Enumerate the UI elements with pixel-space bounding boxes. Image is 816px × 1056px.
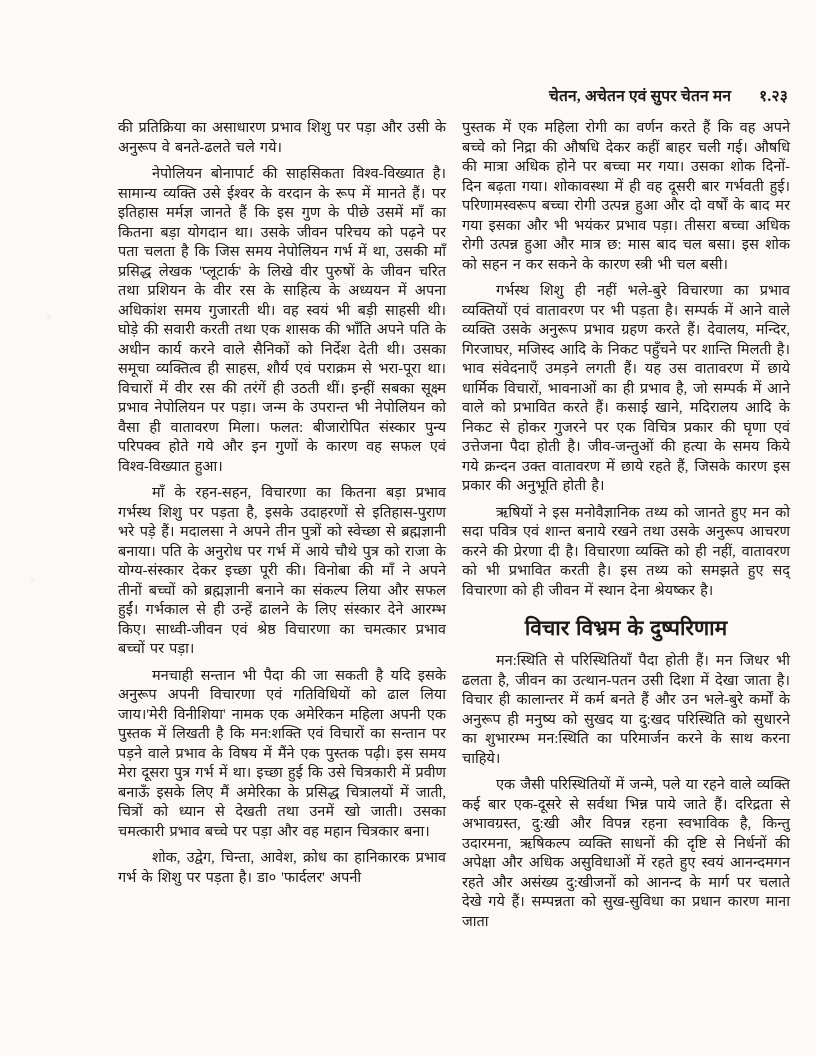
text-columns xyxy=(118,119,790,939)
page-number: १.२३ xyxy=(759,88,788,105)
paragraph: ऋषियों ने इस मनोवैज्ञानिक तथ्य को जानते हुए मन को सदा पवित्र एवं शान्त बनाये रखने तथा उसके अनुरूप आचरण करने की प्रेरणा दी है। विचारणा व्यक्ति को ही नहीं, वातावरण को भी प्रभावित करती है। इस तथ्य को समझते हुए सद् विचारणा को ही जीवन में स्थान देना श्रेयष्कर है। xyxy=(462,504,790,599)
paragraph: माँ के रहन-सहन, विचारणा का कितना बड़ा प्रभाव गर्भस्थ शिशु पर पड़ता है, इसके उदाहरणों से इतिहास-पुराण भरे पड़े हैं। मदालसा ने अपने तीन पुत्रों को स्वेच्छा से ब्रह्मज्ञानी बनाया। पति के अनुरोध पर गर्भ में आये चौथे पुत्र को राजा के योग्य-संस्कार देकर इच्छा पूरी की। विनोबा की माँ ने अपने तीनों बच्चों को ब्रह्मज्ञानी बनाने का संकल्प लिया और सफल हुईं। गर्भकाल से ही उन्हें ढालने के लिए संस्कार देने आरम्भ किए। साध्वी-जीवन एवं श्रेष्ठ विचारणा का चमत्कार प्रभाव बच्चों पर पड़ा। xyxy=(118,485,446,657)
paragraph: मनचाही सन्तान भी पैदा की जा सकती है यदि इसके अनुरूप अपनी विचारणा एवं गतिविधियों को ढाल लिया जाय।'मेरी विनीशिया' नामक एक अमेरिकन महिला अपनी एक पुस्तक में लिखती है कि मन:शक्ति एवं विचारों का सन्तान पर पड़ने वाले प्रभाव के विषय में मैंने एक पुस्तक पढ़ी। इस समय मेरा दूसरा पुत्र गर्भ में था। इच्छा हुई कि उसे चित्रकारी में प्रवीण बनाऊँ इसके लिए मैं अमेरिका के प्रसिद्ध चित्रालयों में जाती, चित्रों को ध्यान से देखती तथा उनमें खो जाती। उसका चमत्कारी प्रभाव बच्चे पर पड़ा और वह महान चित्रकार बना। xyxy=(118,667,446,840)
paragraph: एक जैसी परिस्थितियों में जन्मे, पले या रहने वाले व्यक्ति कई बार एक-दूसरे से सर्वथा भिन्न पाये जाते हैं। दरिद्रता से अभावग्रस्त, दु:खी और विपन्न रहना स्वभाविक है, किन्तु उदारमना, ऋषिकल्प व्यक्ति साधनों की दृष्टि से निर्धनों की अपेक्षा और अधिक असुविधाओं में रहते हुए स्वयं आनन्दमगन रहते और असंख्य दु:खीजनों को आनन्द के मार्ग पर चलाते देखे गये हैं। सम्पन्नता को सुख-सुविधा का प्रधान कारण माना जाता xyxy=(462,777,790,930)
running-title: चेतन, अचेतन एवं सुपर चेतन मन xyxy=(548,88,732,105)
section-heading: विचार विभ्रम के दुष्परिणाम xyxy=(524,616,728,640)
running-head xyxy=(118,84,788,106)
left-column xyxy=(118,119,446,939)
paragraph: मन:स्थिति से परिस्थितियाँ पैदा होती हैं। मन जिधर भी ढलता है, जीवन का उत्थान-पतन उसी दिशा में देखा जाता है। विचार ही कालान्तर में कर्म बनते हैं और उन भले-बुरे कर्मों के अनुरूप ही मनुष्य को सुखद या दु:खद परिस्थिति को सुधारने का शुभारम्भ मन:स्थिति का परिमार्जन करने के साथ करना चाहिये। xyxy=(462,653,790,767)
paragraph: शोक, उद्वेग, चिन्ता, आवेश, क्रोध का हानिकारक प्रभाव गर्भ के शिशु पर पड़ता है। डा० 'फार्दलर' अपनी xyxy=(118,850,446,886)
right-column xyxy=(462,119,790,939)
paragraph: की प्रतिक्रिया का असाधारण प्रभाव शिशु पर पड़ा और उसी के अनुरूप वे बनते-ढलते चले गये। xyxy=(118,120,446,156)
paragraph: नेपोलियन बोनापार्ट की साहसिकता विश्व-विख्यात है। सामान्य व्यक्ति उसे ईश्वर के वरदान के रूप में मानते हैं। पर इतिहास मर्मज्ञ जानते हैं कि इस गुण के पीछे उसमें माँ का कितना बड़ा योगदान था। उसके जीवन परिचय को पढ़ने पर पता चलता है कि जिस समय नेपोलियन गर्भ में था, उसकी माँ प्रसिद्ध लेखक 'प्लूटार्क' के लिखे वीर पुरुषों के जीवन चरित तथा प्रशियन के वीर रस के साहित्य के अध्ययन में अपना अधिकांश समय गुजारती थी। वह स्वयं भी बड़ी साहसी थी। घोड़े की सवारी करती तथा एक शासक की भाँति अपने पति के अधीन कार्य करने वाले सैनिकों को निर्देश देती थी। उसका समूचा व्यक्तित्व ही साहस, शौर्य एवं पराक्रम से भरा-पूरा था। विचारों में वीर रस की तरंगें ही उठती थीं। इन्हीं सबका सूक्ष्म प्रभाव नेपोलियन पर पड़ा। जन्म के उपरान्त भी नेपोलियन को वैसा ही वातावरण मिला। फलत: बीजारोपित संस्कार पुन्य परिपक्व होते गये और इन गुणों के कारण वह सफल एवं विश्व-विख्यात हुआ। xyxy=(118,166,446,475)
paragraph: गर्भस्थ शिशु ही नहीं भले-बुरे विचारणा का प्रभाव व्यक्तियों एवं वातावरण पर भी पड़ता है। सम्पर्क में आने वाले व्यक्ति उसके अनुरूप प्रभाव ग्रहण करते हैं। देवालय, मन्दिर, गिरजाघर, मजिस्द आदि के निकट पहुँचने पर शान्ति मिलती है। भाव संवेदनाएँ उमड़ने लगती हैं। यह उस वातावरण में छाये धार्मिक विचारों, भावनाओं का ही प्रभाव है, जो सम्पर्क में आने वाले को प्रभावित करते हैं। कसाई खाने, मदिरालय आदि के निकट से होकर गुजरने पर एक विचित्र प्रकार की घृणा एवं उत्तेजना पैदा होती है। जीव-जन्तुओं की हत्या के समय किये गये क्रन्दन उक्त वातावरण में छाये रहते हैं, जिसके कारण इस प्रकार की अनुभूति होती है। xyxy=(462,283,790,494)
paragraph: पुस्तक में एक महिला रोगी का वर्णन करते हैं कि वह अपने बच्चे को निद्रा की औषधि देकर कहीं बाहर चली गई। औषधि की मात्रा अधिक होने पर बच्चा मर गया। उसका शोक दिनों-दिन बढ़ता गया। शोकावस्था में ही वह दूसरी बार गर्भवती हुई। परिणामस्वरूप बच्चा रोगी उत्पन्न हुआ और दो वर्षों के बाद मर गया इसका और भी भयंकर प्रभाव पड़ा। तीसरा बच्चा अधिक रोगी उत्पन्न हुआ और मात्र छ: मास बाद चल बसा। इस शोक को सहन न कर सकने के कारण स्त्री भी चल बसी। xyxy=(462,120,790,273)
